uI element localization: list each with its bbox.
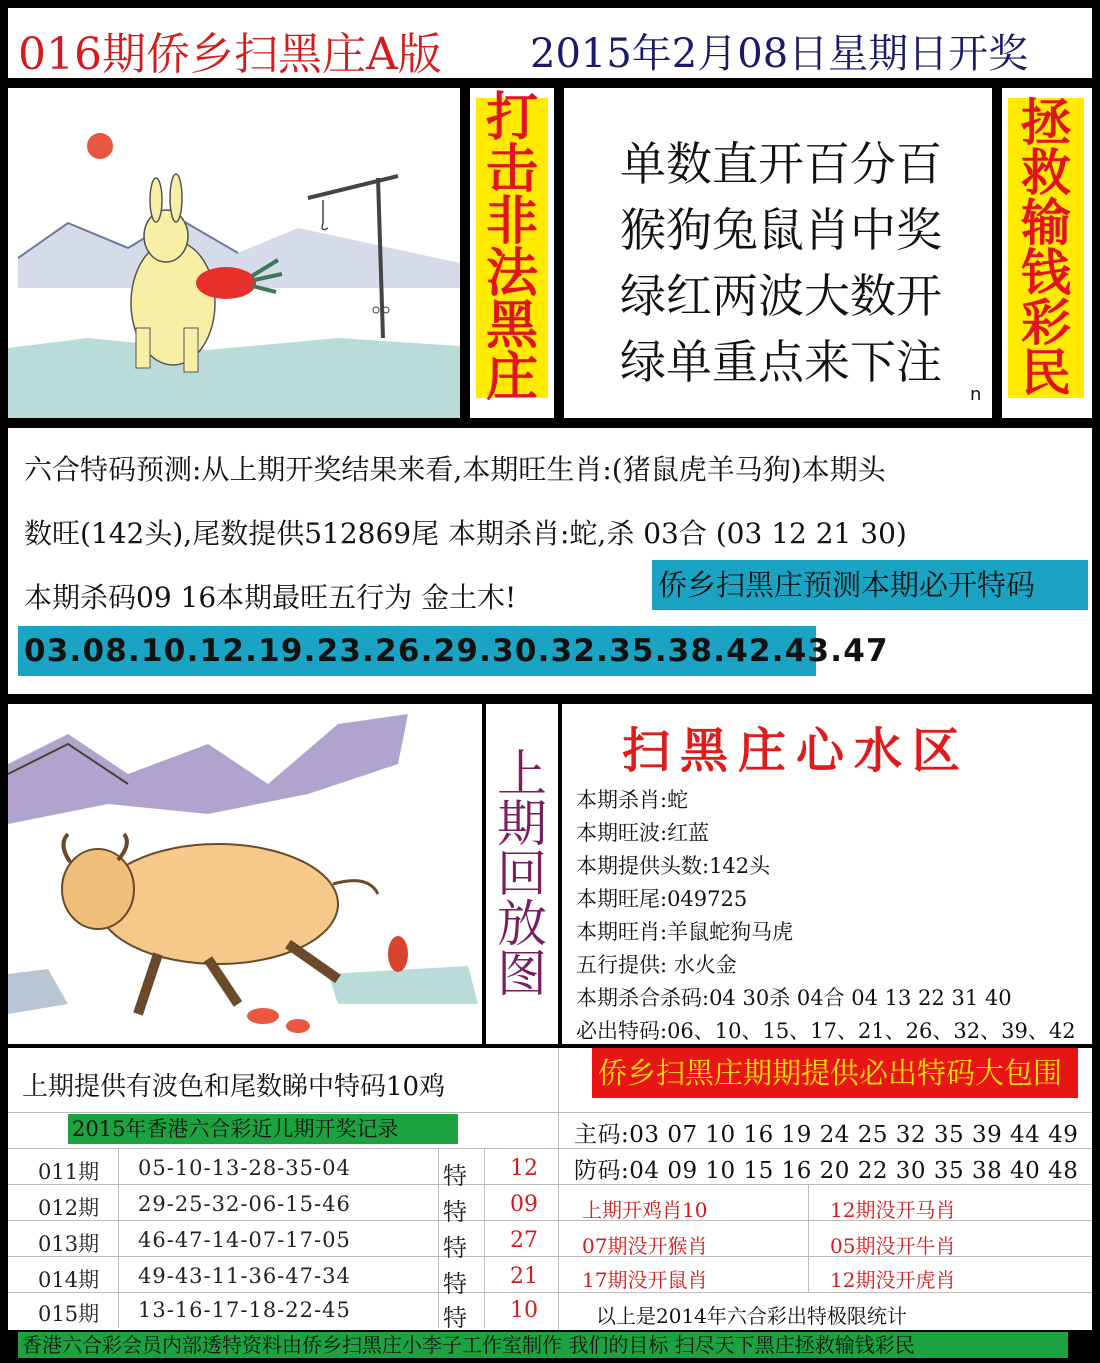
numbers-cell: 13-16-17-18-22-45 — [138, 1298, 351, 1322]
banner-char: 打 — [485, 88, 538, 148]
right-slogan-banner — [1008, 94, 1084, 402]
replay-char: 上 — [497, 745, 547, 803]
divider — [808, 1184, 809, 1292]
special-label: 特 — [443, 1234, 467, 1262]
tips-title: 扫黑庄心水区 — [622, 723, 971, 779]
numbers-cell: 29-25-32-06-15-46 — [138, 1192, 351, 1216]
divider — [118, 1148, 119, 1328]
poem-line: 绿红两波大数开 — [620, 269, 942, 323]
prediction-line: 数旺(142头),尾数提供512869尾 本期杀肖:蛇,杀 03合 (03 12 21 30) — [24, 517, 907, 550]
tips-line: 五行提供: 水火金 — [576, 953, 737, 977]
period-cell: 014期 — [38, 1268, 100, 1292]
prediction-line: 本期杀码09 16本期最旺五行为 金土木! — [24, 581, 517, 614]
special-label: 特 — [443, 1162, 467, 1190]
special-label: 特 — [443, 1270, 467, 1298]
banner-char: 非 — [485, 192, 538, 252]
period-cell: 015期 — [38, 1302, 100, 1326]
replay-char: 图 — [497, 945, 547, 1003]
last-replay-label — [486, 704, 558, 1044]
tips-line: 本期杀合杀码:04 30杀 04合 04 13 22 31 40 — [576, 986, 1012, 1010]
stat-item: 上期开鸡肖10 — [582, 1198, 708, 1222]
banner-char: 拯 — [1021, 94, 1071, 152]
replay-char: 期 — [497, 795, 547, 853]
left-slogan-banner — [476, 88, 548, 408]
guarantee-banner: 侨乡扫黑庄期期提供必出特码大包围 — [592, 1048, 1078, 1098]
stat-item: 05期没开牛肖 — [830, 1234, 956, 1258]
prediction-line: 六合特码预测:从上期开奖结果来看,本期旺生肖:(猪鼠虎羊马狗)本期头 — [24, 453, 886, 486]
period-cell: 012期 — [38, 1196, 100, 1220]
special-number: 10 — [510, 1298, 538, 1323]
rabbit-illustration — [8, 88, 460, 418]
numbers-cell: 49-43-11-36-47-34 — [138, 1264, 351, 1288]
tips-line: 本期旺波:红蓝 — [576, 821, 710, 845]
special-label: 特 — [443, 1304, 467, 1332]
banner-char: 输 — [1021, 194, 1071, 252]
special-number: 09 — [510, 1192, 538, 1217]
numbers-cell: 46-47-14-07-17-05 — [138, 1228, 351, 1252]
banner-char: 彩 — [1021, 294, 1071, 352]
divider — [8, 1112, 1092, 1113]
stat-note: 以上是2014年六合彩出特极限统计 — [596, 1304, 907, 1328]
tips-line: 本期杀肖:蛇 — [576, 788, 689, 812]
tips-panel — [562, 704, 1092, 1044]
tips-line: 本期旺肖:羊鼠蛇狗马虎 — [576, 920, 794, 944]
replay-char: 回 — [497, 845, 547, 903]
stat-item: 12期没开虎肖 — [830, 1268, 956, 1292]
poem-suffix: n — [970, 384, 982, 405]
tips-line: 必出特码:06、10、15、17、21、26、32、39、42 — [576, 1019, 1076, 1043]
history-title: 2015年香港六合彩近儿期开奖记录 — [68, 1114, 458, 1144]
special-number: 27 — [510, 1228, 538, 1253]
period-cell: 011期 — [38, 1160, 100, 1184]
poem-line: 单数直开百分百 — [620, 137, 942, 191]
main-codes: 主码:03 07 10 16 19 24 25 32 35 39 44 49 — [574, 1122, 1079, 1148]
tips-line: 本期旺尾:049725 — [576, 887, 748, 911]
banner-char: 击 — [485, 140, 538, 200]
prediction-tag: 侨乡扫黑庄预测本期必开特码 — [652, 560, 1088, 610]
special-label: 特 — [443, 1198, 467, 1226]
divider — [484, 1148, 485, 1328]
special-number: 12 — [510, 1156, 538, 1181]
banner-char: 法 — [485, 244, 538, 304]
divider — [438, 1148, 439, 1328]
stat-item: 17期没开鼠肖 — [582, 1268, 708, 1292]
period-cell: 013期 — [38, 1232, 100, 1256]
special-number: 21 — [510, 1264, 538, 1289]
guard-codes: 防码:04 09 10 15 16 20 22 30 35 38 40 48 — [574, 1158, 1079, 1184]
tips-line: 本期提供头数:142头 — [576, 854, 771, 878]
bull-illustration — [8, 704, 482, 1044]
banner-char: 民 — [1021, 344, 1071, 402]
stat-item: 07期没开猴肖 — [582, 1234, 708, 1258]
header-bar — [8, 8, 1092, 78]
footer-banner: 香港六合彩会员内部透特资料由侨乡扫黑庄小李子工作室制作 我们的目标 扫尽天下黑庄拯救输钱彩民 — [18, 1332, 1068, 1358]
banner-char: 救 — [1021, 144, 1071, 202]
banner-char: 黑 — [485, 296, 538, 356]
poem-line: 绿单重点来下注 — [620, 335, 942, 389]
numbers-cell: 05-10-13-28-35-04 — [138, 1156, 351, 1180]
poem-box — [564, 88, 992, 418]
prediction-numbers: 03.08.10.12.19.23.26.29.30.32.35.38.42.43.47 — [18, 626, 816, 676]
banner-char: 庄 — [485, 348, 538, 408]
poem-line: 猴狗兔鼠肖中奖 — [620, 203, 942, 257]
divider — [558, 1048, 559, 1330]
draw-date: 2015年2月08日星期日开奖 — [530, 31, 1029, 77]
issue-title: 016期侨乡扫黑庄A版 — [18, 29, 442, 80]
last-result-note: 上期提供有波色和尾数睇中特码10鸡 — [22, 1072, 446, 1102]
stat-item: 12期没开马肖 — [830, 1198, 956, 1222]
replay-char: 放 — [497, 895, 547, 953]
banner-char: 钱 — [1021, 244, 1071, 302]
